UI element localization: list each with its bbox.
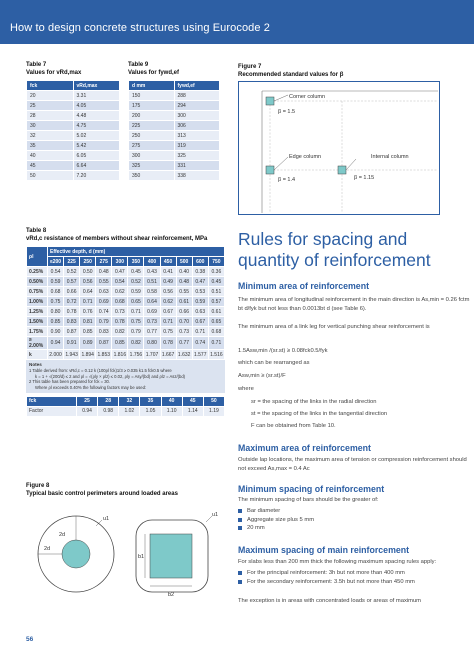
table-8-cell: 0.47 <box>192 277 208 287</box>
table-8-cell: 0.67 <box>192 317 208 327</box>
table-8-cell: 0.77 <box>144 327 160 337</box>
table-row <box>27 171 120 181</box>
table-8-cell: 0.71 <box>128 307 144 317</box>
table-8-cell: 0.73 <box>112 307 128 317</box>
table-8-cell: 0.64 <box>144 297 160 307</box>
figure-7-caption: Figure 7 <box>238 64 262 70</box>
table-8-depth-header: 300 <box>112 257 128 267</box>
factor-cell: 0.94 <box>77 406 98 416</box>
table-8-cell: 0.51 <box>144 277 160 287</box>
table-8-cell: 0.61 <box>176 297 192 307</box>
table-9 <box>128 62 220 181</box>
table-7 <box>26 62 120 181</box>
where-1: sr = the spacing of the links in the radial direction <box>251 399 377 405</box>
page-number: 56 <box>26 636 34 643</box>
min-spacing-item-text: Aggregate size plus 5 mm <box>247 516 315 523</box>
table-8-cell: 0.83 <box>64 317 80 327</box>
bullet-icon <box>238 518 242 522</box>
figure-8 <box>26 483 225 498</box>
table-8-cell: 0.73 <box>176 327 192 337</box>
factor-col-header: 35 <box>140 396 161 406</box>
table-8-cell: 0.82 <box>112 327 128 337</box>
bullet-icon <box>238 509 242 513</box>
table-8-cell: 0.62 <box>112 287 128 297</box>
table-8-grid <box>26 246 225 360</box>
table-8-cell: 0.66 <box>64 287 80 297</box>
table-row <box>27 317 225 327</box>
label-b2: b2 <box>168 592 175 598</box>
table-8-cell: 0.61 <box>208 307 224 317</box>
table-7-cell-vrd: 5.42 <box>73 141 120 151</box>
table-8-caption: Table 8 <box>26 228 47 234</box>
table-7-cell-fck: 40 <box>27 151 74 161</box>
table-7-cell-vrd: 3.31 <box>73 91 120 101</box>
table-row <box>129 111 220 121</box>
table-row <box>27 297 225 307</box>
table-8-cell: 0.54 <box>48 267 64 277</box>
table-9-cell-fywd: 300 <box>174 111 220 121</box>
table-8-cell: 0.81 <box>80 317 96 327</box>
where-2: st = the spacing of the links in the tangential direction <box>251 411 388 417</box>
table-8-depth-header: ≤200 <box>48 257 64 267</box>
table-row <box>129 101 220 111</box>
table-9-cell-fywd: 306 <box>174 121 220 131</box>
table-8-cell: 0.54 <box>112 277 128 287</box>
min-spacing-item <box>238 516 470 525</box>
table-row <box>129 141 220 151</box>
edge-column-label: Edge column <box>289 154 322 160</box>
table-8-cell: 0.38 <box>192 267 208 277</box>
table-8-cell: 0.36 <box>208 267 224 277</box>
table-8-cell: 0.77 <box>176 337 192 350</box>
table-8-notes <box>26 360 225 393</box>
table-7-cell-vrd: 6.05 <box>73 151 120 161</box>
table-8-cell: 0.69 <box>144 307 160 317</box>
table-8-row-label: k <box>27 350 48 360</box>
table-8-depth-header: 450 <box>160 257 176 267</box>
table-7-cell-vrd: 4.48 <box>73 111 120 121</box>
corner-beta: β = 1.5 <box>278 109 296 115</box>
table-8-cell: 0.91 <box>64 337 80 350</box>
factor-cell: 0.98 <box>98 406 119 416</box>
table-8-cell: 0.87 <box>96 337 112 350</box>
table-row <box>27 287 225 297</box>
table-8-cell: 0.40 <box>176 267 192 277</box>
max-spacing-list <box>238 569 470 586</box>
table-8-cell: 1.894 <box>81 351 94 358</box>
table-8-depth-header: 225 <box>64 257 80 267</box>
figure-8-subcaption: Typical basic control perimeters around loaded areas <box>26 490 178 497</box>
label-b1: b1 <box>138 554 145 560</box>
factor-col-header: 40 <box>161 396 182 406</box>
table-8-cell: 0.64 <box>80 287 96 297</box>
table-9-caption: Table 9 <box>128 62 149 68</box>
table-8-cell: 0.50 <box>80 267 96 277</box>
min-area-p2: The minimum area of a link leg for vertical punching shear reinforcement is <box>238 324 430 330</box>
circular-loaded-area <box>62 540 90 568</box>
table-8-cell: 0.56 <box>160 287 176 297</box>
table-8-cell: 0.58 <box>144 287 160 297</box>
table-7-header-fck: fck <box>27 81 74 91</box>
table-8-cell: 0.70 <box>176 317 192 327</box>
min-area-p3: which can be rearranged as <box>238 360 310 366</box>
table-7-cell-vrd: 4.75 <box>73 121 120 131</box>
table-7-cell-vrd: 5.02 <box>73 131 120 141</box>
table-9-grid <box>128 80 220 181</box>
table-8-cell: 0.68 <box>48 287 64 297</box>
note-1: 1 Table derived from: vRd,c = 0.12 k (100ρl fck)1/3 ≥ 0.035 k1.5 fck0.5 where <box>29 367 172 373</box>
table-9-cell-d: 325 <box>129 161 175 171</box>
table-8-cell: 1.707 <box>145 351 159 358</box>
table-8-cell: 1.667 <box>161 351 175 358</box>
bullet-icon <box>238 580 242 584</box>
table-9-cell-fywd: 288 <box>174 91 220 101</box>
min-spacing-item-text: Bar diameter <box>247 508 281 514</box>
table-8-cell: 0.80 <box>144 337 160 350</box>
table-8 <box>26 228 225 417</box>
table-8-cell: 0.57 <box>208 297 224 307</box>
table-9-cell-fywd: 313 <box>174 131 220 141</box>
table-8-row-label: 1.00% <box>27 297 48 307</box>
table-8-cell: 0.71 <box>160 317 176 327</box>
table-8-cell: 0.89 <box>80 337 96 350</box>
note-2b: Where ρl exceeds 0.40% the following factors may be used: <box>35 385 147 391</box>
table-row <box>27 327 225 337</box>
table-7-cell-vrd: 7.20 <box>73 171 120 181</box>
table-9-header-fywd: fywd,ef <box>174 81 220 91</box>
internal-column-label: Internal column <box>371 154 409 160</box>
factor-cell: 1.10 <box>161 406 182 416</box>
table-8-cell: 0.59 <box>128 287 144 297</box>
exception-text: The exception is in areas with concentrated loads or areas of maximum <box>238 598 422 604</box>
table-8-cell: 0.74 <box>96 307 112 317</box>
min-spacing-p: The minimum spacing of bars should be the greater of: <box>238 497 379 503</box>
bullet-icon <box>238 571 242 575</box>
min-spacing-item <box>238 524 470 533</box>
table-9-cell-d: 175 <box>129 101 175 111</box>
internal-column-icon <box>338 166 346 174</box>
max-spacing-p: For slabs less than 200 mm thick the following maximum spacing rules apply: <box>238 559 437 565</box>
table-8-cell: 0.78 <box>160 337 176 350</box>
factor-col-header: 28 <box>98 396 119 406</box>
table-8-cell: 0.65 <box>208 317 224 327</box>
edge-column-icon <box>266 166 274 174</box>
table-8-cell: 0.75 <box>160 327 176 337</box>
table-9-cell-d: 300 <box>129 151 175 161</box>
table-9-cell-d: 275 <box>129 141 175 151</box>
table-8-cell: 0.45 <box>208 277 224 287</box>
table-row <box>27 111 120 121</box>
table-8-cell: 0.51 <box>208 287 224 297</box>
table-8-row-header: ρl <box>27 247 48 267</box>
note-1b: k = 1 + √(200/d) ≤ 2 and ρl = √(ρly × ρlz) ≤ 0.02, ρly = Asy/(bd) and ρlz = Asz/(bd) <box>35 373 186 379</box>
table-8-cell: 0.74 <box>192 337 208 350</box>
page-header <box>0 0 474 44</box>
table-7-cell-fck: 25 <box>27 101 74 111</box>
table-8-cell: 0.43 <box>144 267 160 277</box>
table-8-cell: 1.632 <box>177 351 191 358</box>
table-8-cell: 1.577 <box>193 351 207 358</box>
min-spacing-item-text: 20 mm <box>247 525 265 531</box>
table-8-cell: 0.53 <box>192 287 208 297</box>
table-8-cell: 0.59 <box>48 277 64 287</box>
table-8-row-label: 0.50% <box>27 277 48 287</box>
table-9-cell-fywd: 319 <box>174 141 220 151</box>
factor-col-header: 45 <box>182 396 203 406</box>
label-2d-a: 2d <box>59 532 66 538</box>
table-row <box>27 161 120 171</box>
table-8-cell: 0.71 <box>192 327 208 337</box>
table-7-cell-fck: 32 <box>27 131 74 141</box>
table-row <box>27 121 120 131</box>
table-8-cell: 0.75 <box>128 317 144 327</box>
max-spacing-item <box>238 569 470 578</box>
table-8-depth-header: 250 <box>80 257 96 267</box>
internal-leader <box>346 159 356 170</box>
where-3: F can be obtained from Table 10. <box>251 423 336 429</box>
table-8-subcaption: vRd,c resistance of members without shear reinforcement, MPa <box>26 235 208 242</box>
main-title: Rules for spacing and quantity of reinforcement <box>238 229 431 270</box>
factor-header: fck <box>27 396 77 406</box>
table-7-cell-fck: 50 <box>27 171 74 181</box>
table-row <box>129 91 220 101</box>
table-8-row-label: ≥ 2.00% <box>27 337 48 350</box>
table-8-cell: 1.943 <box>65 351 78 358</box>
edge-beta: β = 1.4 <box>278 177 296 183</box>
table-8-cell: 0.62 <box>160 297 176 307</box>
corner-column-icon <box>266 97 274 105</box>
max-spacing-item <box>238 578 470 587</box>
table-8-cell: 0.49 <box>160 277 176 287</box>
max-spacing-heading: Maximum spacing of main reinforcement <box>238 545 410 555</box>
table-8-cell: 0.90 <box>48 327 64 337</box>
table-8-cell: 0.41 <box>160 267 176 277</box>
min-spacing-item <box>238 507 470 516</box>
table-row <box>27 131 120 141</box>
factor-cell: 1.19 <box>203 406 224 416</box>
figure-7-subcaption: Recommended standard values for β <box>238 71 344 78</box>
table-8-cell: 0.52 <box>128 277 144 287</box>
table-8-depth-header: 400 <box>144 257 160 267</box>
min-spacing-heading: Minimum spacing of reinforcement <box>238 484 385 494</box>
table-8-cell: 0.79 <box>96 317 112 327</box>
table-9-cell-fywd: 331 <box>174 161 220 171</box>
table-8-row-label: 1.25% <box>27 307 48 317</box>
corner-column-label: Corner column <box>289 94 326 100</box>
figure-8-caption: Figure 8 <box>26 483 50 489</box>
table-8-cell: 0.45 <box>128 267 144 277</box>
factor-col-header: 32 <box>119 396 140 406</box>
table-7-cell-fck: 28 <box>27 111 74 121</box>
min-spacing-list <box>238 507 470 533</box>
table-row <box>27 151 120 161</box>
table-row <box>129 121 220 131</box>
table-7-cell-vrd: 4.05 <box>73 101 120 111</box>
figure-7-diagram <box>238 81 440 215</box>
table-7-caption: Table 7 <box>26 62 47 68</box>
table-8-cell: 0.52 <box>64 267 80 277</box>
min-area-formula2: Asw,min ≥ (sr.st)/F <box>238 373 286 379</box>
note-2: 2 This table has been prepared for fck = 30. <box>29 379 111 385</box>
table-8-depth-header: 275 <box>96 257 112 267</box>
table-row <box>129 131 220 141</box>
table-8-cell: 0.65 <box>128 297 144 307</box>
table-8-cell: 0.75 <box>48 297 64 307</box>
table-8-cell: 0.72 <box>64 297 80 307</box>
table-8-cell: 0.85 <box>80 327 96 337</box>
table-8-cell: 1.853 <box>97 351 111 358</box>
table-row <box>27 101 120 111</box>
table-7-grid <box>26 80 120 181</box>
table-8-depth-header: 500 <box>176 257 192 267</box>
table-8-cell: 0.69 <box>96 297 112 307</box>
table-8-cell: 0.76 <box>80 307 96 317</box>
table-7-cell-fck: 20 <box>27 91 74 101</box>
table-row <box>27 141 120 151</box>
table-8-cell: 0.59 <box>192 297 208 307</box>
table-row <box>129 171 220 181</box>
table-8-cell: 0.57 <box>64 277 80 287</box>
label-2d-b: 2d <box>44 546 51 552</box>
max-area-p: Outside lap locations, the maximum area of tension or compression reinforcement should not exceed As,max = 0.4 Ac <box>238 457 467 472</box>
table-9-cell-d: 150 <box>129 91 175 101</box>
max-spacing-item-text: For the secondary reinforcement: 3.5h but not more than 450 mm <box>247 578 415 585</box>
table-8-cell: 0.71 <box>80 297 96 307</box>
table-7-cell-fck: 45 <box>27 161 74 171</box>
table-8-row-label: 1.50% <box>27 317 48 327</box>
factor-cell: 1.14 <box>182 406 203 416</box>
table-7-cell-fck: 30 <box>27 121 74 131</box>
table-9-cell-d: 200 <box>129 111 175 121</box>
table-8-cell: 0.63 <box>192 307 208 317</box>
table-8-cell: 1.516 <box>210 351 223 358</box>
table-7-cell-vrd: 6.64 <box>73 161 120 171</box>
where-label: where <box>238 386 254 392</box>
table-8-col-header: Effective depth, d (mm) <box>48 247 225 257</box>
table-8-cell: 2.000 <box>49 351 62 358</box>
table-8-cell: 0.47 <box>112 267 128 277</box>
table-row <box>27 267 225 277</box>
table-8-cell: 0.63 <box>96 287 112 297</box>
table-8-cell: 0.68 <box>112 297 128 307</box>
table-8-row-label: 1.75% <box>27 327 48 337</box>
table-8-row-label: 0.75% <box>27 287 48 297</box>
bullet-icon <box>238 526 242 530</box>
max-area-heading: Maximum area of reinforcement <box>238 443 371 453</box>
table-8-cell: 0.80 <box>48 307 64 317</box>
factor-col-header: 25 <box>77 396 98 406</box>
table-8-cell: 0.87 <box>64 327 80 337</box>
table-8-cell: 0.67 <box>160 307 176 317</box>
factor-label: Factor <box>27 406 77 416</box>
edge-leader <box>274 157 288 170</box>
table-8-cell: 1.816 <box>113 351 127 358</box>
figure-7 <box>238 64 470 79</box>
factor-cell: 1.02 <box>119 406 140 416</box>
table-8-cell: 0.66 <box>176 307 192 317</box>
table-8-cell: 0.79 <box>128 327 144 337</box>
table-8-cell: 0.85 <box>112 337 128 350</box>
table-row <box>129 161 220 171</box>
table-8-cell: 0.78 <box>112 317 128 327</box>
min-area-formula: 1.5Asw,min /(sr.st) ≥ 0.08fck0.5/fyk <box>238 348 328 354</box>
figure-8-diagram <box>26 506 225 599</box>
rectangular-loaded-area <box>150 534 192 578</box>
max-spacing-item-text: For the principal reinforcement: 3h but not more than 400 mm <box>247 570 405 576</box>
table-8-cell: 0.55 <box>96 277 112 287</box>
table-8-depth-header: 600 <box>192 257 208 267</box>
table-8-cell: 0.73 <box>144 317 160 327</box>
table-row <box>27 91 120 101</box>
table-8-row-label: 0.25% <box>27 267 48 277</box>
table-9-cell-fywd: 325 <box>174 151 220 161</box>
table-7-cell-fck: 35 <box>27 141 74 151</box>
table-9-cell-fywd: 338 <box>174 171 220 181</box>
table-8-factors <box>26 396 225 417</box>
table-8-cell: 0.71 <box>208 337 224 350</box>
corner-leader <box>274 95 288 101</box>
table-8-cell: 0.85 <box>48 317 64 327</box>
table-row <box>27 277 225 287</box>
table-7-subcaption: Values for vRd,max <box>26 69 82 76</box>
factor-col-header: 50 <box>203 396 224 406</box>
table-9-subcaption: Values for fywd,ef <box>128 69 180 76</box>
table-9-cell-d: 225 <box>129 121 175 131</box>
table-8-cell: 0.68 <box>208 327 224 337</box>
table-8-cell: 0.56 <box>80 277 96 287</box>
table-8-cell: 0.78 <box>64 307 80 317</box>
table-9-header-d: d mm <box>129 81 175 91</box>
table-8-cell: 0.94 <box>48 337 64 350</box>
min-area-p1: The minimum area of longitudinal reinforcement in the main direction is As,min = 0.26 fctm bt d/fyk but not less than 0.0013bt d (see Table 6). <box>238 297 470 312</box>
table-row <box>27 307 225 317</box>
table-9-cell-d: 350 <box>129 171 175 181</box>
table-row <box>129 151 220 161</box>
table-8-cell: 0.48 <box>176 277 192 287</box>
table-8-cell: 0.55 <box>176 287 192 297</box>
table-8-cell: 0.48 <box>96 267 112 277</box>
table-8-cell: 0.83 <box>96 327 112 337</box>
table-8-depth-header: 350 <box>128 257 144 267</box>
notes-title: Notes <box>29 362 42 367</box>
table-7-header-vrd: vRd,max <box>73 81 120 91</box>
table-row <box>27 350 225 360</box>
factor-cell: 1.05 <box>140 406 161 416</box>
label-u1-b: u1 <box>212 512 219 518</box>
min-area-heading: Minimum area of reinforcement <box>238 281 370 291</box>
table-8-cell: 0.82 <box>128 337 144 350</box>
table-9-cell-fywd: 294 <box>174 101 220 111</box>
table-8-depth-header: 750 <box>208 257 224 267</box>
table-9-cell-d: 250 <box>129 131 175 141</box>
table-row <box>27 337 225 350</box>
label-u1-a: u1 <box>103 516 110 522</box>
header-title: How to design concrete structures using Eurocode 2 <box>10 22 270 34</box>
table-8-cell: 1.756 <box>129 351 143 358</box>
internal-beta: β = 1.15 <box>354 175 375 181</box>
